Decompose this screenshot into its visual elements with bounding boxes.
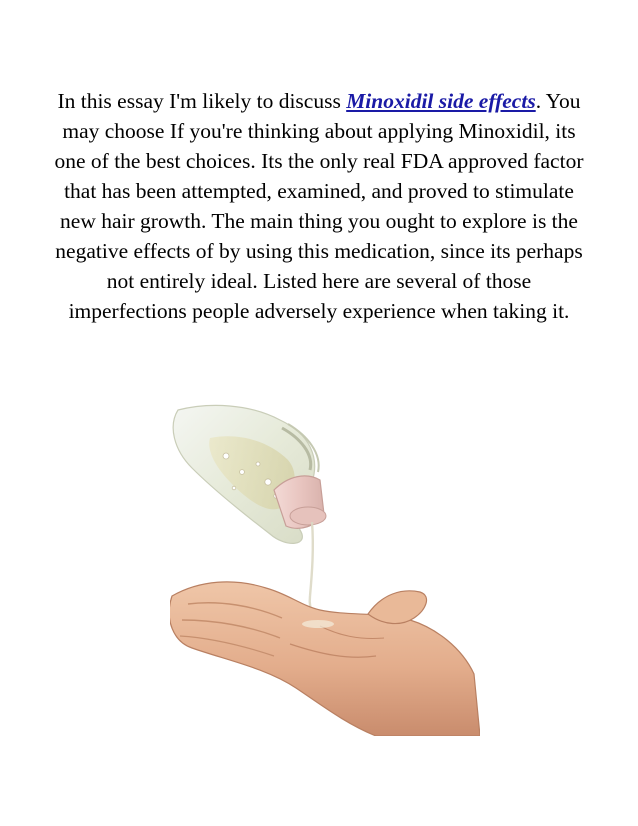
paragraph-body-text: . You may choose If you're thinking about applying Minoxidil, its one of the best choices. Its the only real FDA approved factor that has been attempted, examined, and proved to stimulate new hair growth. The main thing you ought to explore is the negative effects of by using this medication, since its perhaps not entirely ideal. Listed here are several of those imperfections people adversely experience when taking it. bbox=[54, 89, 584, 323]
minoxidil-side-effects-link[interactable]: Minoxidil side effects bbox=[346, 89, 536, 113]
paragraph-intro-text: In this essay I'm likely to discuss bbox=[57, 89, 347, 113]
liquid-stream bbox=[310, 522, 314, 618]
body-paragraph bbox=[54, 86, 584, 326]
bottle-pouring-onto-hand-image bbox=[170, 398, 480, 736]
open-hand bbox=[170, 582, 480, 736]
